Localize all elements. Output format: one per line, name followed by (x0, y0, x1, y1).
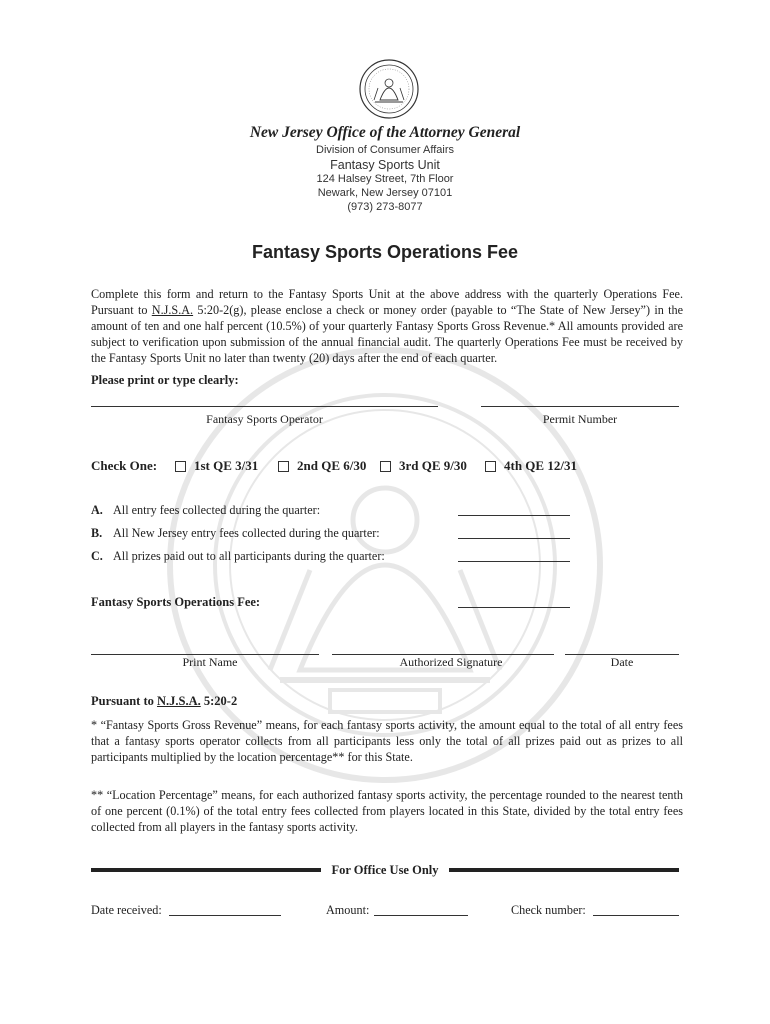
office-divider-right (449, 868, 679, 872)
checkbox-q1[interactable]: 1st QE 3/31 (175, 458, 258, 474)
unit-name: Fantasy Sports Unit (330, 158, 440, 172)
checkbox-icon (175, 461, 186, 472)
item-a-field[interactable] (458, 515, 570, 516)
print-instruction: Please print or type clearly: (91, 373, 239, 387)
item-b: B. All New Jersey entry fees collected during the quarter: (91, 526, 380, 540)
print-name-label: Print Name (182, 655, 238, 669)
amount-label: Amount: (326, 903, 370, 917)
date-label: Date (610, 655, 634, 669)
city-address: Newark, New Jersey 07101 (317, 187, 453, 199)
fee-field[interactable] (458, 607, 570, 608)
item-c-field[interactable] (458, 561, 570, 562)
intro-paragraph: Complete this form and return to the Fantasy Sports Unit at the above address with the quarterly Operations Fee. Pursuant to N.J.S.A. 5:20-2(g), please enclose a check or money order (payable to “The State of New Jersey”) in the amount of ten and one half percent (10.5%) of your quarterly Fantasy Sports Gross Revenue.* All amounts provided are subject to verification upon submission of the annual financial audit. The quarterly Operations Fee must be received by the Fantasy Sports Unit no later than twenty (20) days after the end of each quarter. (91, 287, 684, 365)
fee-label: Fantasy Sports Operations Fee: (91, 595, 261, 609)
office-use-label: For Office Use Only (331, 863, 439, 877)
item-a: A. All entry fees collected during the quarter: (91, 503, 321, 517)
operator-field[interactable] (91, 406, 438, 407)
phone-number: (973) 273-8077 (347, 201, 423, 213)
office-name: New Jersey Office of the Attorney General (249, 124, 521, 141)
permit-number-field[interactable] (481, 406, 679, 407)
checkbox-q2[interactable]: 2nd QE 6/30 (278, 458, 366, 474)
page-title: Fantasy Sports Operations Fee (251, 242, 519, 262)
check-number-label: Check number: (511, 903, 586, 917)
division-name: Division of Consumer Affairs (316, 144, 454, 156)
check-number-field[interactable] (593, 915, 679, 916)
permit-label: Permit Number (542, 412, 618, 426)
state-seal-icon (358, 58, 420, 120)
date-received-label: Date received: (91, 903, 162, 917)
gross-revenue-definition: * “Fantasy Sports Gross Revenue” means, for each fantasy sports activity, the amount equal to the total of all entry fees that a fantasy sports operator collects from all participants less only the total of all prizes paid out as prizes to all participants multiplied by the location percentage** for this State. (91, 718, 683, 764)
location-percentage-definition: ** “Location Percentage” means, for each authorized fantasy sports activity, the percentage rounded to the nearest tenth of one percent (0.1%) of the total entry fees collected from players located in this State, divided by the total entry fees collected from all players in the fantasy sports activity. (91, 788, 683, 834)
operator-label: Fantasy Sports Operator (206, 412, 323, 426)
street-address: 124 Halsey Street, 7th Floor (316, 173, 454, 185)
checkbox-icon (380, 461, 391, 472)
check-one-label: Check One: (91, 458, 158, 473)
checkbox-q4[interactable]: 4th QE 12/31 (485, 458, 577, 474)
checkbox-icon (485, 461, 496, 472)
item-b-field[interactable] (458, 538, 570, 539)
item-c: C. All prizes paid out to all participants during the quarter: (91, 549, 385, 563)
amount-field[interactable] (374, 915, 468, 916)
pursuant-heading: Pursuant to N.J.S.A. 5:20-2 (91, 694, 238, 708)
checkbox-icon (278, 461, 289, 472)
date-received-field[interactable] (169, 915, 281, 916)
signature-label: Authorized Signature (399, 655, 503, 669)
checkbox-q3[interactable]: 3rd QE 9/30 (380, 458, 467, 474)
